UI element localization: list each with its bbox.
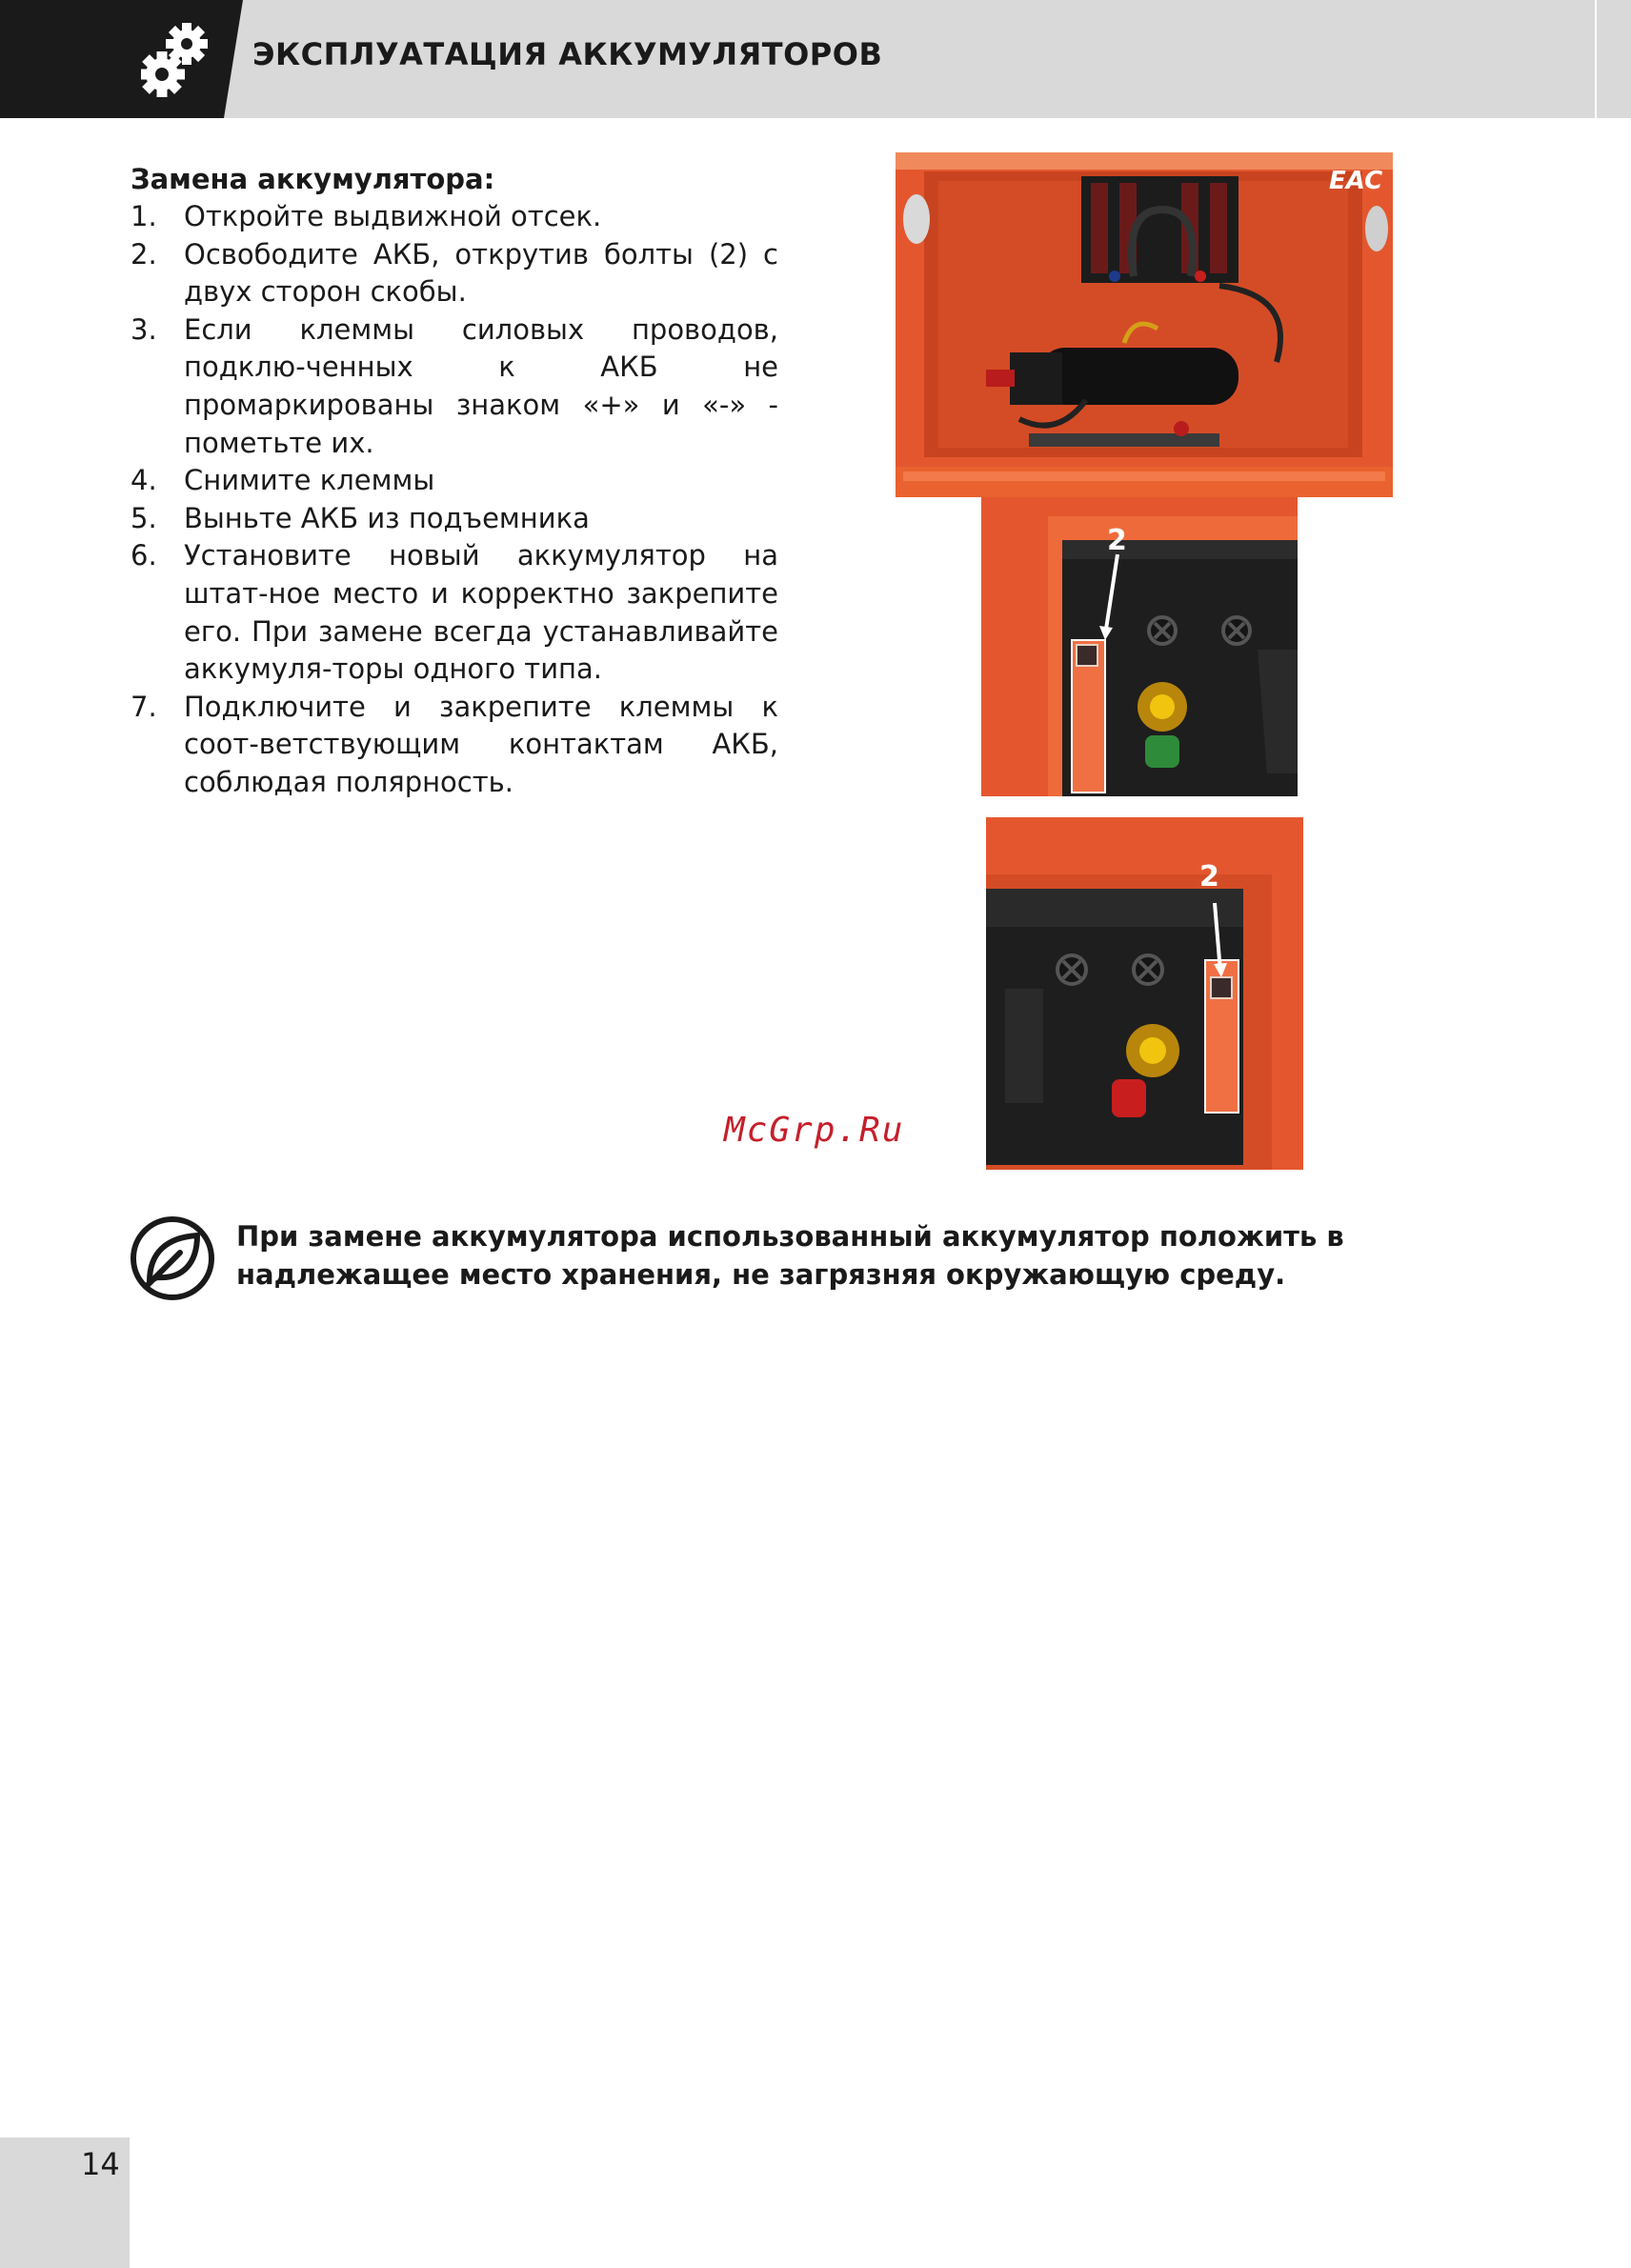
step-item (131, 236, 778, 311)
gears-icon (141, 21, 211, 99)
step-item (131, 537, 778, 688)
page-number: 14 (81, 2146, 120, 2182)
step-item (131, 500, 778, 538)
step-text: Снимите клеммы (184, 464, 435, 497)
step-text: Выньте АКБ из подъемника (184, 501, 590, 534)
instructions-column (131, 160, 778, 802)
steps-list (131, 198, 778, 802)
step-text: Освободите АКБ, открутив болты (2) с двух сторон скобы. (184, 237, 778, 309)
step-text: Подключите и закрепите клеммы к соот-ветствующим контактам АКБ, соблюдая полярность. (184, 690, 778, 798)
step-text: Откройте выдвижной отсек. (184, 200, 602, 232)
step-number: 7. (131, 690, 157, 723)
page-title: ЭКСПЛУАТАЦИЯ АККУМУЛЯТОРОВ (252, 36, 883, 72)
battery-bracket-photo-left (981, 497, 1298, 796)
callout-number: 2 (1199, 860, 1219, 893)
leaf-eco-icon (129, 1214, 216, 1302)
step-number: 3. (131, 312, 157, 346)
section-heading: Замена аккумулятора: (131, 163, 495, 195)
step-number: 2. (131, 237, 157, 271)
callout-number: 2 (1107, 524, 1127, 557)
step-number: 1. (131, 200, 157, 232)
step-item (131, 689, 778, 802)
step-item (131, 311, 778, 462)
step-number: 6. (131, 539, 157, 572)
eac-mark: EAC (1329, 167, 1383, 195)
step-number: 5. (131, 501, 157, 534)
step-number: 4. (131, 464, 157, 497)
step-text: Если клеммы силовых проводов, подклю-ченных к АКБ не промаркированы знаком «+» и «-» - пометьте их. (184, 312, 778, 459)
battery-compartment-photo (896, 152, 1393, 497)
step-text: Установите новый аккумулятор на штат-ное место и корректно закрепите его. При замене всегда устанавливайте аккумуля-торы одного типа. (184, 539, 778, 686)
eco-note: При замене аккумулятора использованный аккумулятор положить в надлежащее место хранения, не загрязняя окружающую среду. (236, 1220, 1344, 1291)
header-divider (1595, 0, 1597, 118)
step-item (131, 198, 778, 236)
battery-bracket-photo-right (986, 817, 1303, 1170)
step-item (131, 462, 778, 500)
watermark: McGrp.Ru (724, 1111, 905, 1150)
